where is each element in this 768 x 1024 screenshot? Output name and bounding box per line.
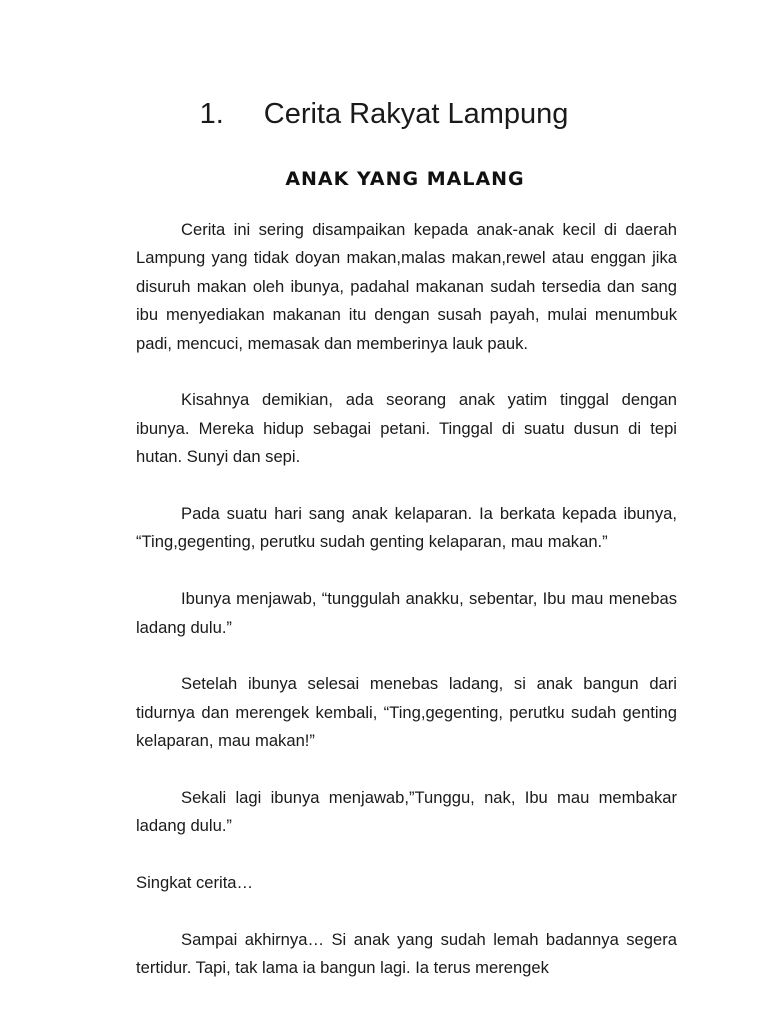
paragraph-2: Kisahnya demikian, ada seorang anak yatim tinggal dengan ibunya. Mereka hidup sebagai petani. Tinggal di suatu dusun di tepi hutan. Sunyi dan sepi. — [136, 390, 677, 467]
chapter-number: 1. — [199, 98, 224, 130]
paragraph-3: Pada suatu hari sang anak kelaparan. Ia berkata kepada ibunya, “Ting,gegenting, perutku sudah genting kelaparan, mau makan.” — [136, 504, 677, 552]
story-body — [136, 216, 677, 1011]
paragraph-1: Cerita ini sering disampaikan kepada anak-anak kecil di daerah Lampung yang tidak doyan makan,malas makan,rewel atau enggan jika disuruh makan oleh ibunya, padahal makanan sudah tersedia dan sang ibu menyediakan makanan itu dengan susah payah, mulai menumbuk padi, mencuci, memasak dan memberinya lauk pauk. — [136, 220, 677, 353]
chapter-title: Cerita Rakyat Lampung — [263, 98, 569, 130]
story-title: ANAK YANG MALANG — [285, 168, 525, 190]
paragraph-8: Sampai akhirnya… Si anak yang sudah lemah badannya segera tertidur. Tapi, tak lama ia bangun lagi. Ia terus merengek — [136, 930, 677, 978]
paragraph-4: Ibunya menjawab, “tunggulah anakku, sebentar, Ibu mau menebas ladang dulu.” — [136, 589, 677, 637]
chapter-heading — [0, 94, 768, 134]
paragraph-5: Setelah ibunya selesai menebas ladang, si anak bangun dari tidurnya dan merengek kembali, “Ting,gegenting, perutku sudah genting kelaparan, mau makan!” — [136, 674, 677, 751]
paragraph-6: Sekali lagi ibunya menjawab,”Tunggu, nak, Ibu mau membakar ladang dulu.” — [136, 788, 677, 836]
paragraph-7: Singkat cerita… — [136, 873, 254, 893]
